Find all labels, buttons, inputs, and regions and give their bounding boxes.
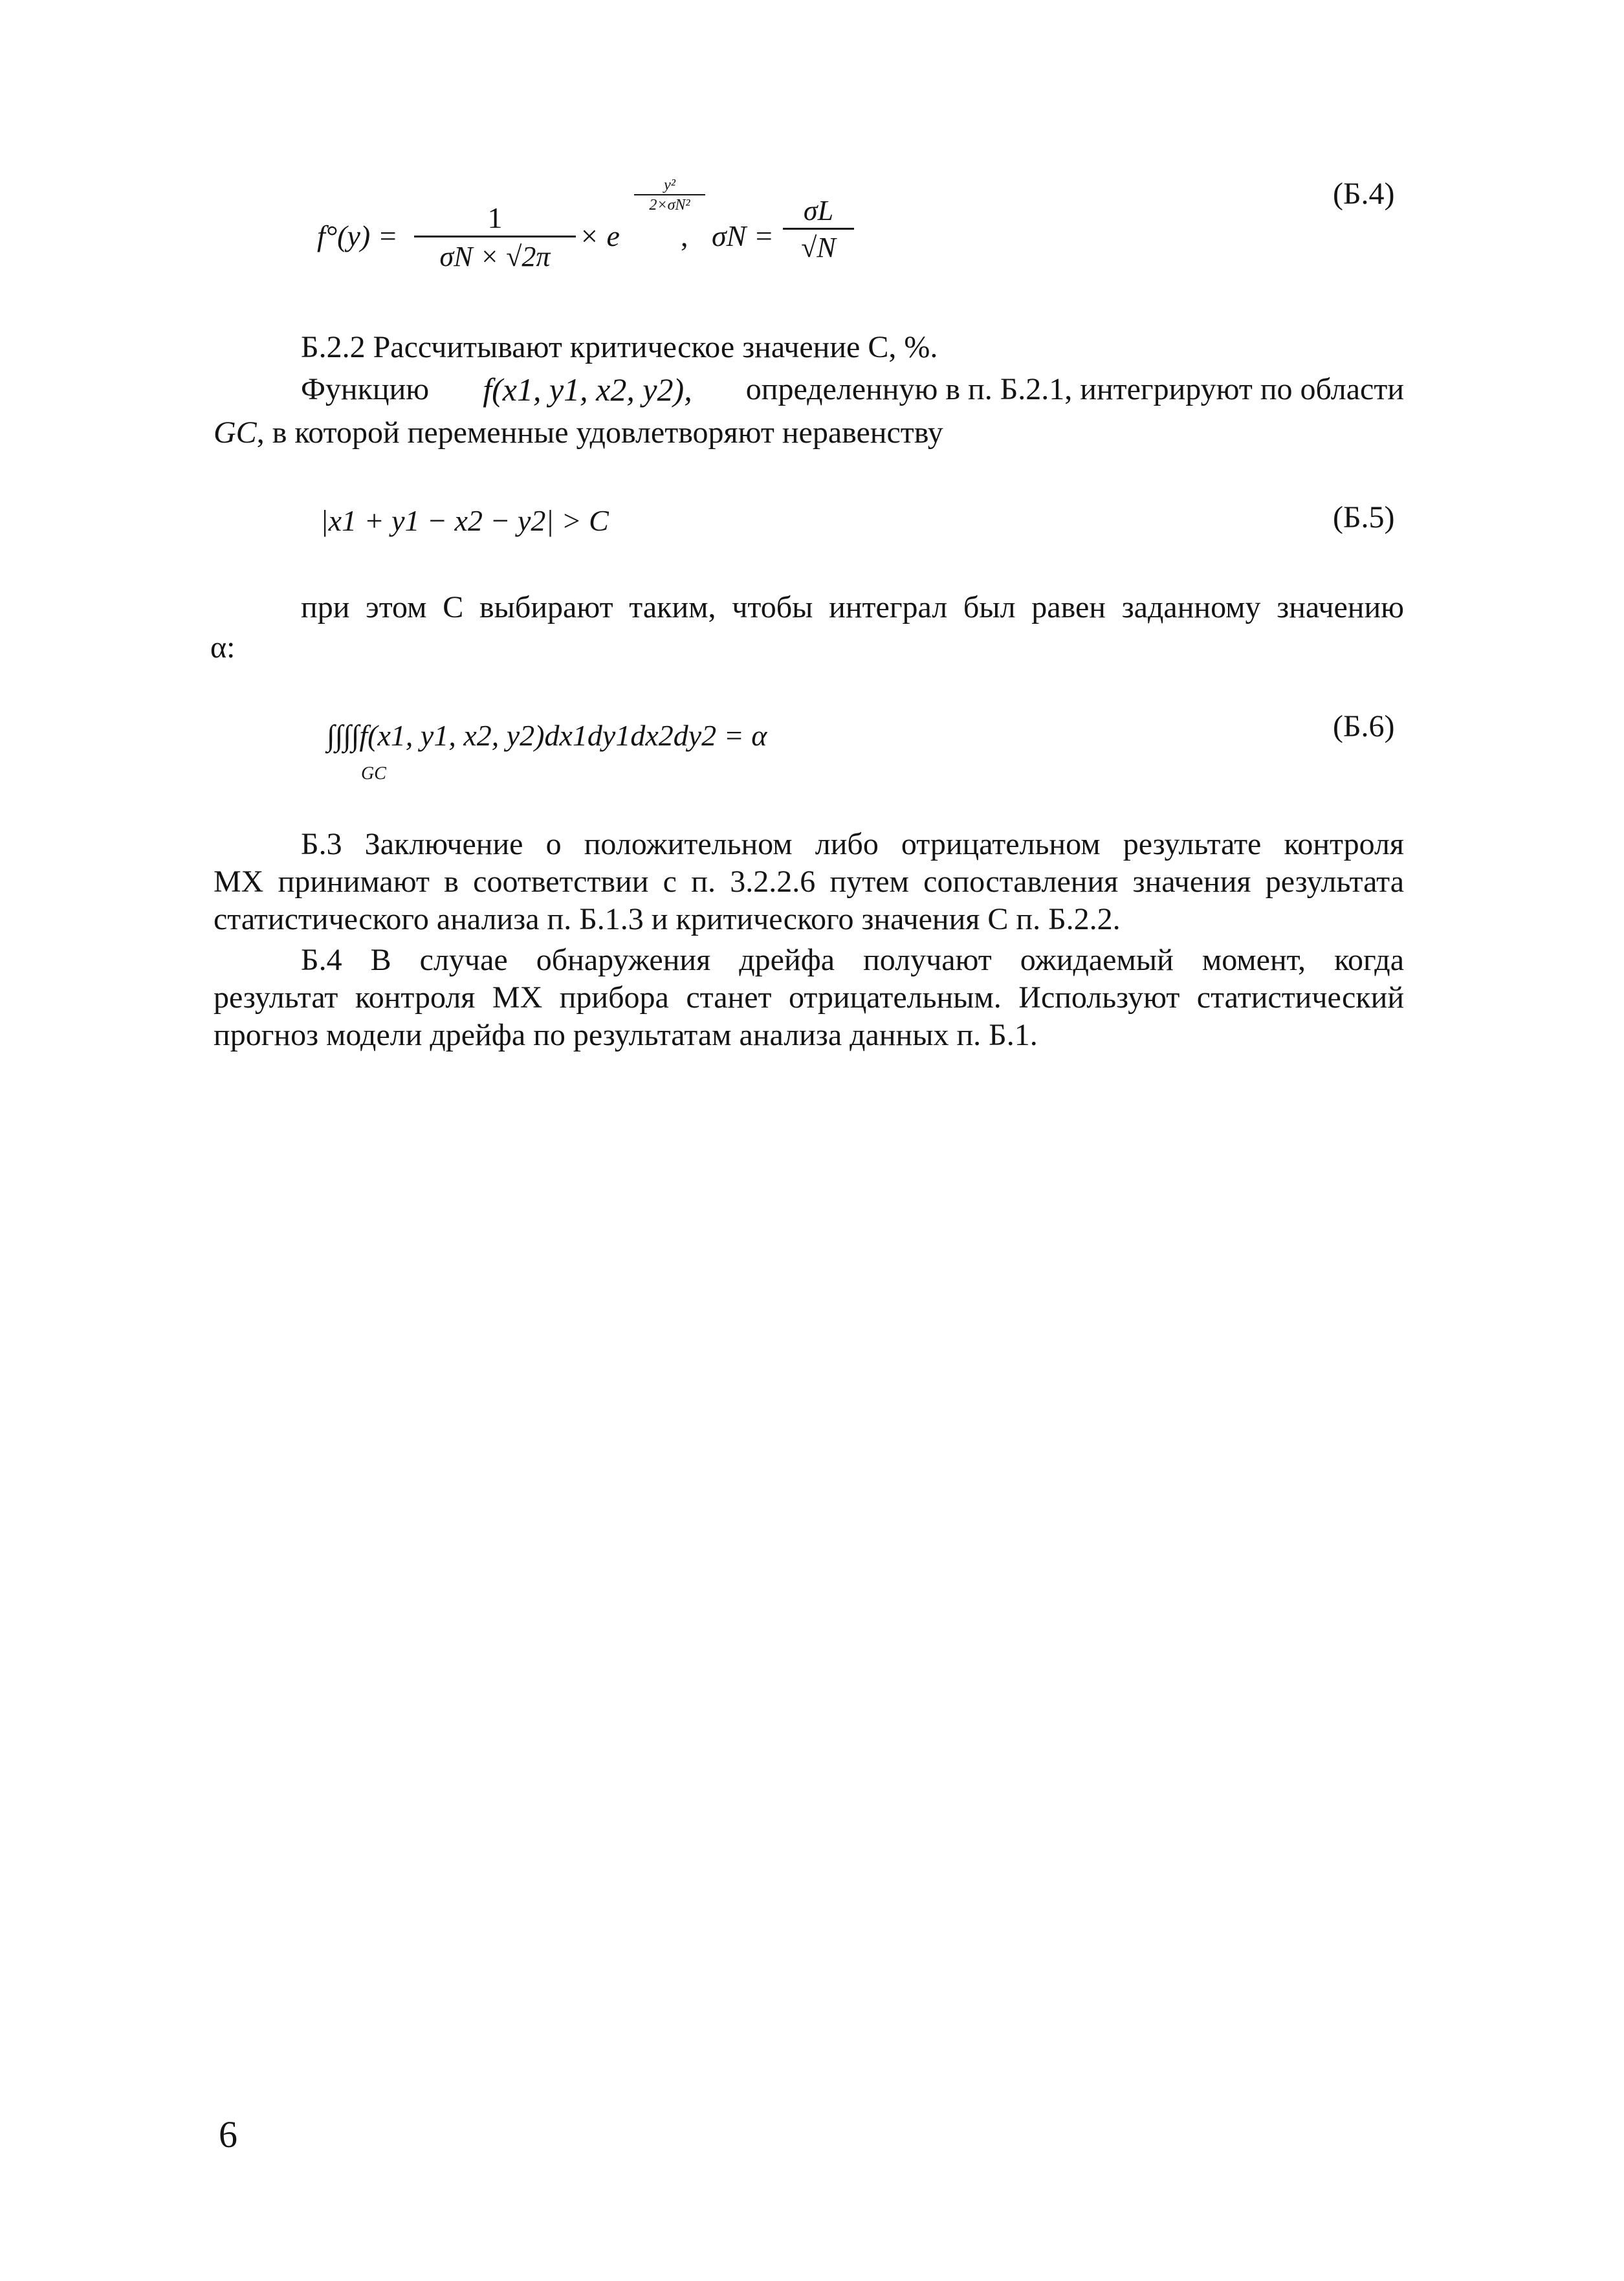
formula-b4-sigma-num: σL (803, 195, 834, 226)
section-b4-paragraph (214, 942, 1404, 1054)
section-b22-line1-start: Функцию (301, 372, 430, 406)
formula-b4-sigma-fraction (783, 194, 854, 266)
alpha-line1: при этом C выбирают таким, чтобы интеграл был равен заданному значению (301, 590, 1404, 624)
formula-b4-exponent (634, 176, 705, 215)
section-b22-line2-text: , в которой переменные удовлетворяют неравенству (256, 415, 943, 450)
formula-b4-numerator: 1 (487, 201, 503, 234)
section-b22-function: f(x1, y1, x2, y2), (483, 371, 692, 408)
section-b3-paragraph (214, 826, 1404, 938)
formula-b4-exponent-den: 2×σN² (634, 194, 705, 215)
formula-b6-expression: ∫∫∫∫f(x1, y1, x2, y2)dx1dy1dx2dy2 = α (327, 719, 767, 752)
formula-b4-exponent-num: y² (664, 177, 675, 193)
section-b22-line1 (301, 371, 1404, 408)
formula-b6-number: (Б.6) (1333, 709, 1395, 744)
section-b22-heading: Б.2.2 Рассчитывают критическое значение C, %. (301, 330, 938, 364)
section-b4-line: результат контроля МХ прибора станет отрицательным. Используют статистический (214, 980, 1404, 1015)
formula-b4-lhs: f°(y) = (317, 219, 398, 252)
section-b3-line: статистического анализа п. Б.1.3 и критического значения C п. Б.2.2. (214, 902, 1121, 936)
formula-b4-fraction (414, 201, 576, 276)
section-b22-line2 (214, 414, 943, 452)
section-b22-gc: GC (214, 415, 257, 450)
formula-b4-times-e: × e (579, 219, 620, 252)
formula-b4-sigma-lhs: σN = (712, 219, 774, 252)
formula-b4-number: (Б.4) (1333, 177, 1395, 211)
formula-b6-domain: GC (361, 764, 386, 784)
alpha-line2: α: (210, 630, 236, 665)
formula-b5-expression: |x1 + y1 − x2 − y2| > C (320, 504, 609, 537)
section-b3-line: МХ принимают в соответствии с п. 3.2.2.6 путем сопоставления значения результата (214, 865, 1404, 899)
formula-b4-sigma-den: √N (783, 228, 854, 266)
section-b4-line: Б.4 В случае обнаружения дрейфа получают ожидаемый момент, когда (301, 943, 1404, 977)
section-b4-line: прогноз модели дрейфа по результатам анализа данных п. Б.1. (214, 1018, 1038, 1052)
formula-b4-comma: , (681, 219, 688, 252)
formula-b5-number: (Б.5) (1333, 500, 1395, 534)
section-b3-line: Б.3 Заключение о положительном либо отрицательном результате контроля (301, 827, 1404, 861)
section-b22-line1-end: определенную в п. Б.2.1, интегрируют по области (745, 372, 1404, 406)
page-number: 6 (219, 2113, 237, 2155)
formula-b4-denominator: σN × √2π (414, 236, 576, 276)
